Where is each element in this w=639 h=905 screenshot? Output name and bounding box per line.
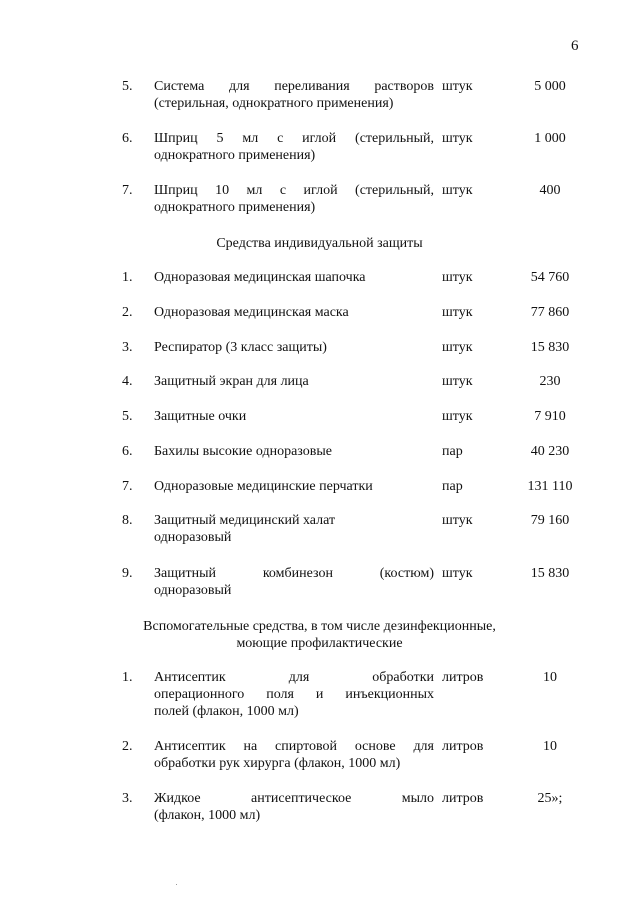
item-number: 6. bbox=[122, 444, 133, 459]
list-item bbox=[0, 669, 639, 725]
item-name bbox=[154, 182, 434, 216]
item-number: 4. bbox=[122, 374, 133, 389]
item-name-line: Одноразовая медицинская маска bbox=[154, 305, 349, 320]
item-name-line: одноразовый bbox=[154, 583, 232, 598]
item-name bbox=[154, 669, 434, 720]
item-unit: литров bbox=[442, 739, 484, 754]
item-unit: пар bbox=[442, 479, 463, 494]
item-name bbox=[154, 304, 434, 321]
item-number: 2. bbox=[122, 739, 133, 754]
list-item bbox=[0, 790, 639, 830]
item-number: 6. bbox=[122, 131, 133, 146]
item-unit: пар bbox=[442, 444, 463, 459]
list-item bbox=[0, 443, 639, 483]
list-item bbox=[0, 373, 639, 413]
list-item bbox=[0, 738, 639, 778]
item-name bbox=[154, 790, 434, 824]
item-unit: штук bbox=[442, 305, 473, 320]
item-name bbox=[154, 565, 434, 599]
item-number: 5. bbox=[122, 409, 133, 424]
list-item bbox=[0, 408, 639, 448]
item-name-line: Защитные очки bbox=[154, 409, 247, 424]
item-unit: штук bbox=[442, 183, 473, 198]
item-number: 1. bbox=[122, 670, 133, 685]
item-name-line: (флакон, 1000 мл) bbox=[154, 808, 261, 823]
item-unit: штук bbox=[442, 513, 473, 528]
item-quantity: 15 830 bbox=[530, 340, 570, 355]
item-name-line: обработки рук хирурга (флакон, 1000 мл) bbox=[154, 756, 401, 771]
item-name bbox=[154, 339, 434, 356]
item-name bbox=[154, 78, 434, 112]
item-name-line: однократного применения) bbox=[154, 148, 316, 163]
item-quantity: 131 110 bbox=[527, 479, 573, 494]
section-heading bbox=[0, 235, 639, 252]
item-name-line: Защитный медицинский халат bbox=[154, 513, 336, 528]
item-number: 7. bbox=[122, 183, 133, 198]
item-name bbox=[154, 130, 434, 164]
item-quantity: 25»; bbox=[537, 791, 563, 806]
list-item bbox=[0, 78, 639, 118]
item-number: 1. bbox=[122, 270, 133, 285]
item-quantity: 10 bbox=[543, 739, 557, 754]
item-unit: штук bbox=[442, 79, 473, 94]
item-name bbox=[154, 443, 434, 460]
item-unit: штук bbox=[442, 409, 473, 424]
item-number: 9. bbox=[122, 566, 133, 581]
list-item bbox=[0, 130, 639, 170]
item-name-line: Антисептик для обработки bbox=[154, 670, 434, 685]
item-number: 2. bbox=[122, 305, 133, 320]
item-name bbox=[154, 512, 434, 546]
item-name bbox=[154, 269, 434, 286]
scan-speck bbox=[176, 884, 177, 885]
item-unit: штук bbox=[442, 131, 473, 146]
item-quantity: 10 bbox=[543, 670, 557, 685]
item-name-line: Антисептик на спиртовой основе для bbox=[154, 739, 434, 754]
item-name-line: полей (флакон, 1000 мл) bbox=[154, 704, 299, 719]
item-name-line: Бахилы высокие одноразовые bbox=[154, 444, 332, 459]
item-quantity: 79 160 bbox=[530, 513, 570, 528]
item-quantity: 40 230 bbox=[530, 444, 570, 459]
item-name bbox=[154, 373, 434, 390]
item-number: 3. bbox=[122, 791, 133, 806]
list-item bbox=[0, 565, 639, 605]
item-unit: литров bbox=[442, 670, 484, 685]
item-name-line: Защитный комбинезон (костюм) bbox=[154, 566, 434, 581]
item-quantity: 400 bbox=[539, 183, 561, 198]
item-name-line: (стерильная, однократного применения) bbox=[154, 96, 394, 111]
section-heading-line: моющие профилактические bbox=[236, 636, 403, 651]
item-unit: штук bbox=[442, 566, 473, 581]
list-item bbox=[0, 512, 639, 552]
item-name-line: Защитный экран для лица bbox=[154, 374, 309, 389]
item-name bbox=[154, 738, 434, 772]
item-quantity: 5 000 bbox=[534, 79, 566, 94]
section-heading-line: Средства индивидуальной защиты bbox=[216, 236, 423, 251]
item-name bbox=[154, 478, 434, 495]
section-heading-line: Вспомогательные средства, в том числе дезинфекционные, bbox=[143, 619, 496, 634]
section-heading bbox=[0, 618, 639, 652]
item-quantity: 230 bbox=[539, 374, 561, 389]
list-item bbox=[0, 182, 639, 222]
item-name-line: одноразовый bbox=[154, 530, 232, 545]
item-unit: штук bbox=[442, 374, 473, 389]
item-name-line: операционного поля и инъекционных bbox=[154, 687, 434, 702]
item-name-line: Одноразовые медицинские перчатки bbox=[154, 479, 373, 494]
item-number: 5. bbox=[122, 79, 133, 94]
item-name-line: Респиратор (3 класс защиты) bbox=[154, 340, 327, 355]
page-number: 6 bbox=[571, 38, 579, 54]
item-unit: штук bbox=[442, 270, 473, 285]
list-item bbox=[0, 269, 639, 309]
item-number: 8. bbox=[122, 513, 133, 528]
item-name-line: Шприц 5 мл с иглой (стерильный, bbox=[154, 131, 434, 146]
item-number: 7. bbox=[122, 479, 133, 494]
item-name-line: Шприц 10 мл с иглой (стерильный, bbox=[154, 183, 434, 198]
item-quantity: 77 860 bbox=[530, 305, 570, 320]
item-name-line: Жидкое антисептическое мыло bbox=[154, 791, 434, 806]
item-name-line: Одноразовая медицинская шапочка bbox=[154, 270, 366, 285]
item-number: 3. bbox=[122, 340, 133, 355]
item-quantity: 1 000 bbox=[534, 131, 566, 146]
item-unit: литров bbox=[442, 791, 484, 806]
item-unit: штук bbox=[442, 340, 473, 355]
list-item bbox=[0, 304, 639, 344]
item-name-line: однократного применения) bbox=[154, 200, 316, 215]
item-name bbox=[154, 408, 434, 425]
item-quantity: 7 910 bbox=[534, 409, 566, 424]
item-name-line: Система для переливания растворов bbox=[154, 79, 434, 94]
item-quantity: 54 760 bbox=[530, 270, 570, 285]
item-quantity: 15 830 bbox=[530, 566, 570, 581]
